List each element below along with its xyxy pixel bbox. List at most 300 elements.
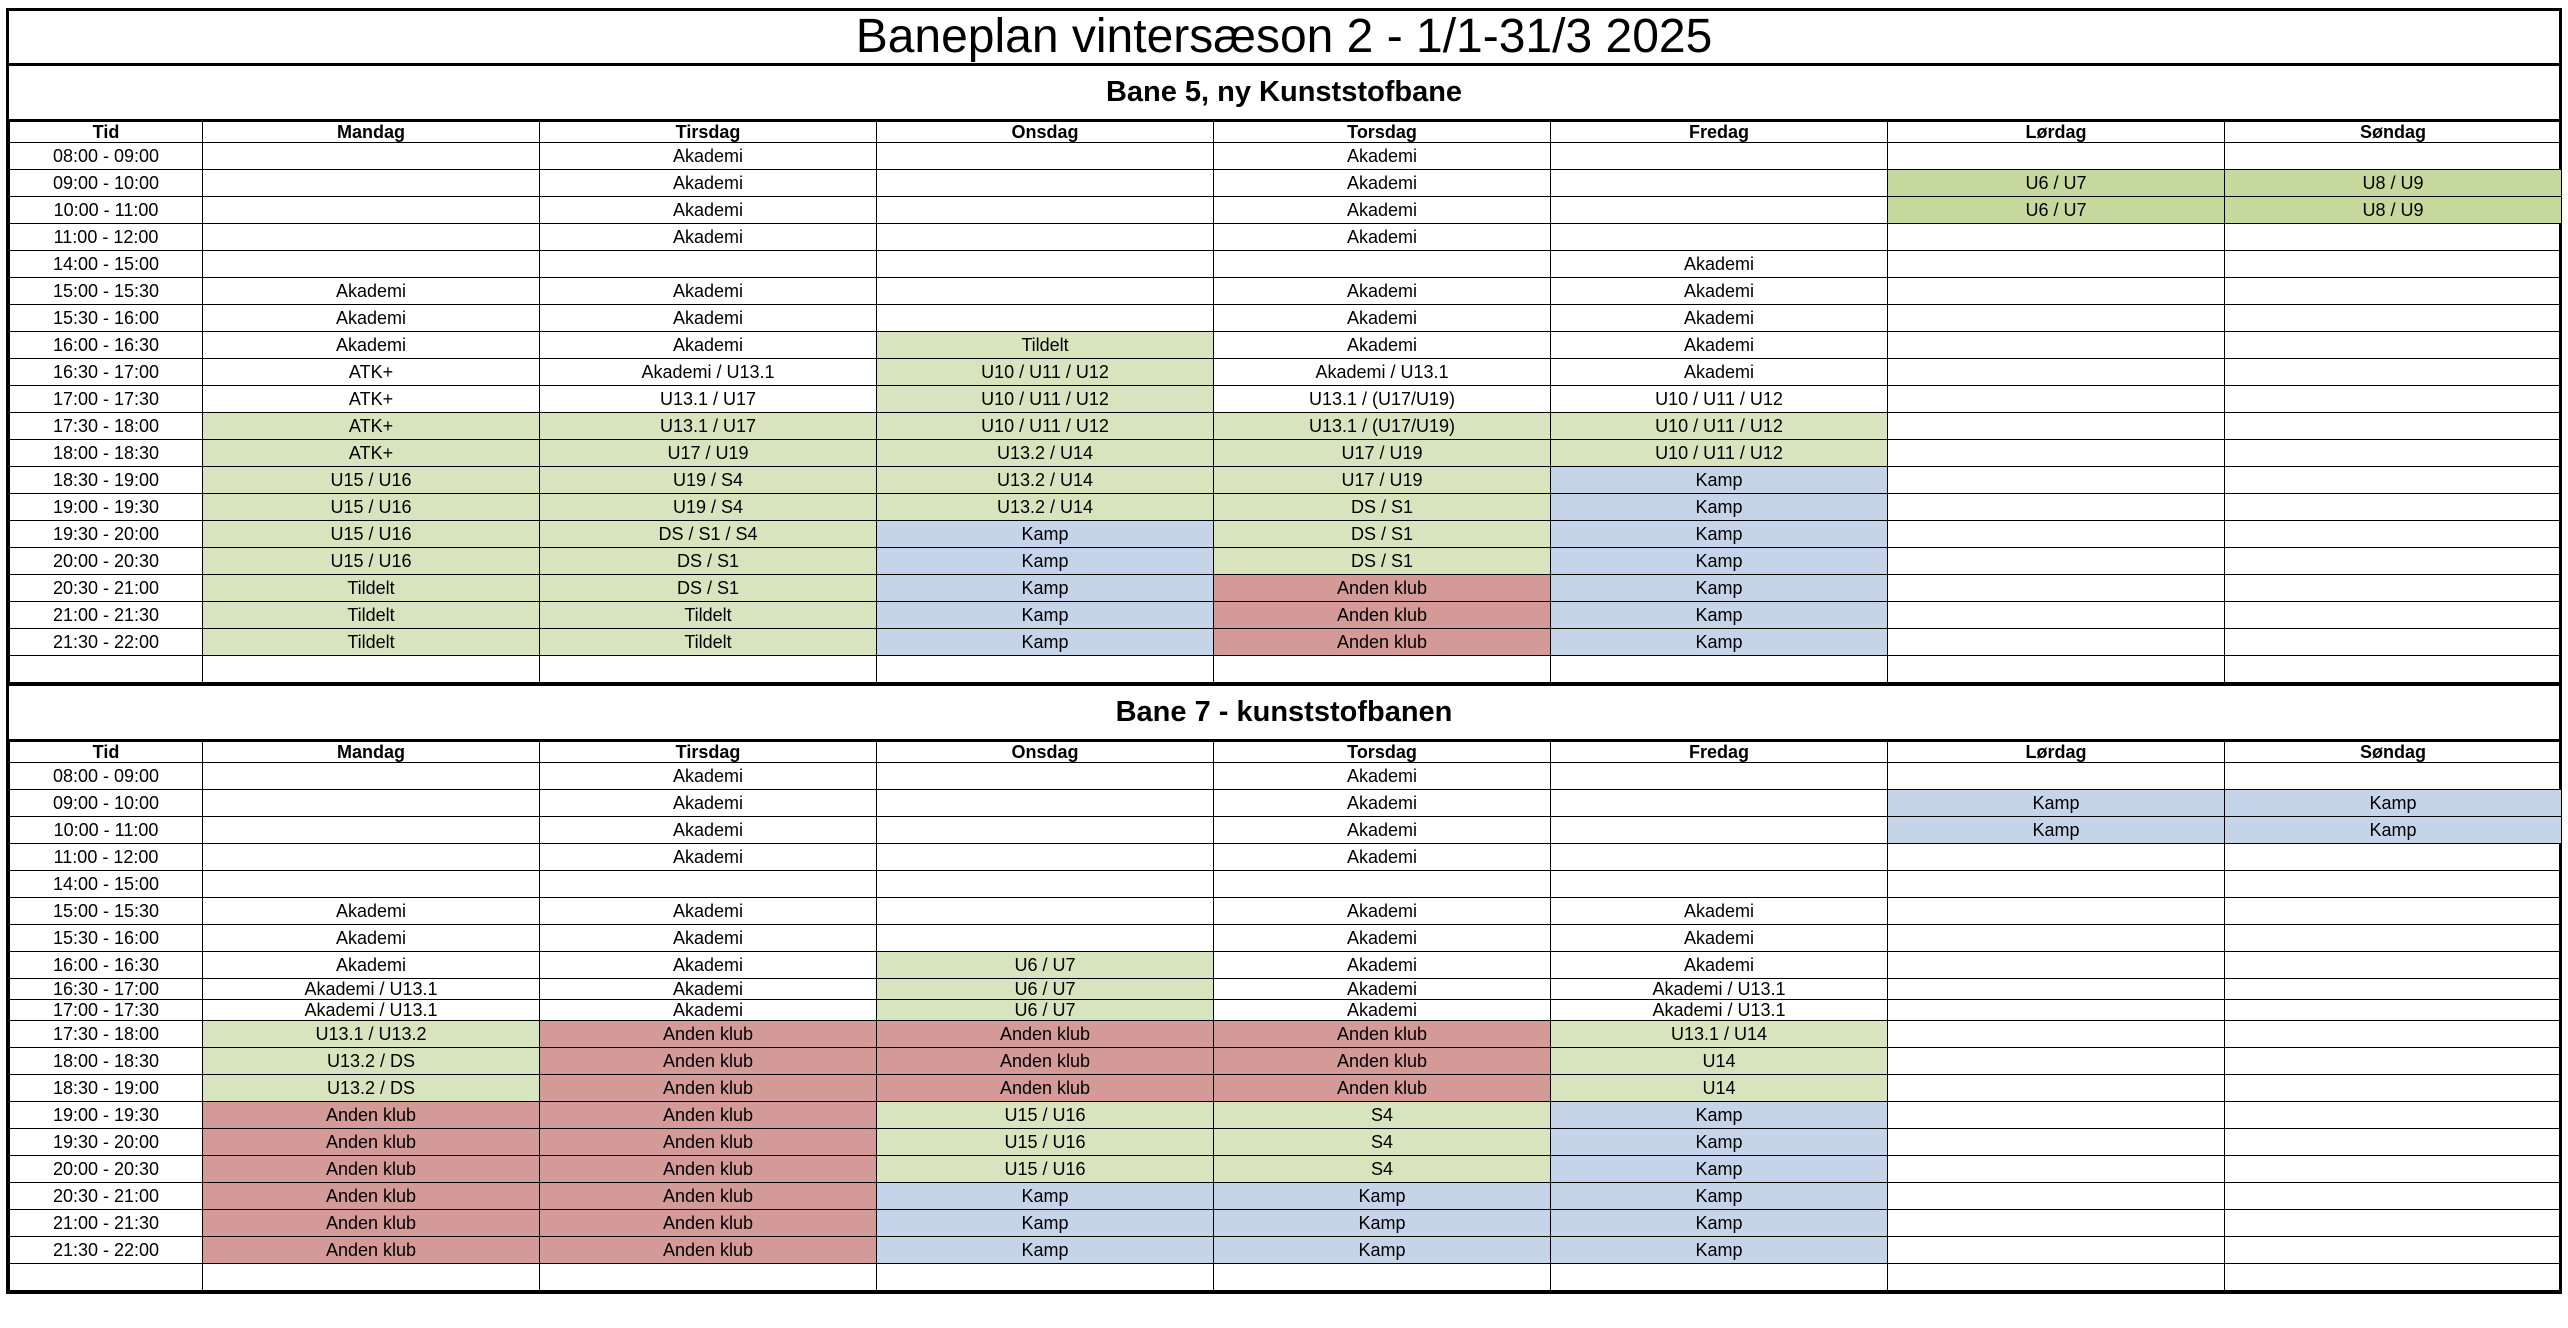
slot-cell-onsdag [877,197,1214,224]
slot-cell-onsdag: Kamp [877,1183,1214,1210]
time-cell: 14:00 - 15:00 [10,251,203,278]
time-cell: 16:30 - 17:00 [10,359,203,386]
slot-cell-tirsdag: U19 / S4 [540,467,877,494]
slot-cell-onsdag: U6 / U7 [877,979,1214,1000]
slot-cell-mandag [203,763,540,790]
table-row [10,494,2562,521]
slot-cell-mandag [203,251,540,278]
slot-cell-tirsdag [540,251,877,278]
column-header-onsdag: Onsdag [877,122,1214,143]
slot-cell-sondag [2225,952,2562,979]
section-bane-5 [9,66,2559,683]
table-row [10,925,2562,952]
slot-cell-fredag: U10 / U11 / U12 [1551,386,1888,413]
slot-cell-mandag: Akademi / U13.1 [203,979,540,1000]
column-header-tid: Tid [10,122,203,143]
slot-cell-sondag [2225,467,2562,494]
slot-cell-onsdag: U6 / U7 [877,1000,1214,1021]
slot-cell-mandag: Akademi [203,898,540,925]
slot-cell-fredag [1551,143,1888,170]
table-row [10,467,2562,494]
time-cell: 19:00 - 19:30 [10,1102,203,1129]
slot-cell-lordag [1888,359,2225,386]
slot-cell-mandag [203,844,540,871]
slot-cell-torsdag: Akademi [1214,817,1551,844]
slot-cell-torsdag: Akademi [1214,305,1551,332]
slot-cell-fredag: Akademi [1551,359,1888,386]
slot-cell-sondag [2225,925,2562,952]
slot-cell-fredag [1551,790,1888,817]
slot-cell-torsdag: Akademi [1214,332,1551,359]
slot-cell-mandag: U15 / U16 [203,548,540,575]
slot-cell-lordag [1888,521,2225,548]
slot-cell-torsdag: S4 [1214,1102,1551,1129]
time-cell: 19:30 - 20:00 [10,521,203,548]
slot-cell-tirsdag: Akademi [540,305,877,332]
slot-cell-sondag [2225,898,2562,925]
slot-cell-sondag [2225,332,2562,359]
slot-cell-tirsdag: Anden klub [540,1075,877,1102]
slot-cell-torsdag: U13.1 / (U17/U19) [1214,386,1551,413]
slot-cell-lordag [1888,305,2225,332]
time-cell: 18:30 - 19:00 [10,467,203,494]
time-cell: 18:00 - 18:30 [10,1048,203,1075]
slot-cell-sondag [2225,656,2562,683]
time-cell [10,1264,203,1291]
header-row [10,742,2562,763]
schedule-table [9,741,2562,1291]
slot-cell-sondag [2225,1237,2562,1264]
slot-cell-lordag [1888,1156,2225,1183]
slot-cell-tirsdag: DS / S1 / S4 [540,521,877,548]
slot-cell-lordag [1888,1000,2225,1021]
slot-cell-lordag [1888,251,2225,278]
slot-cell-mandag: Tildelt [203,602,540,629]
slot-cell-onsdag: U10 / U11 / U12 [877,386,1214,413]
slot-cell-onsdag: U6 / U7 [877,952,1214,979]
slot-cell-onsdag [877,844,1214,871]
slot-cell-mandag: Anden klub [203,1156,540,1183]
slot-cell-tirsdag: Anden klub [540,1210,877,1237]
time-cell [10,656,203,683]
slot-cell-sondag [2225,844,2562,871]
slot-cell-sondag [2225,763,2562,790]
slot-cell-fredag: U14 [1551,1048,1888,1075]
slot-cell-lordag [1888,1210,2225,1237]
slot-cell-tirsdag: Akademi [540,844,877,871]
slot-cell-sondag [2225,1000,2562,1021]
table-row [10,1210,2562,1237]
slot-cell-fredag: U13.1 / U14 [1551,1021,1888,1048]
slot-cell-torsdag: Akademi [1214,898,1551,925]
page-title: Baneplan vintersæson 2 - 1/1-31/3 2025 [9,11,2559,66]
slot-cell-mandag: Akademi [203,278,540,305]
table-row [10,1129,2562,1156]
slot-cell-lordag [1888,1075,2225,1102]
slot-cell-torsdag: Akademi [1214,844,1551,871]
time-cell: 08:00 - 09:00 [10,763,203,790]
slot-cell-tirsdag: Akademi / U13.1 [540,359,877,386]
slot-cell-onsdag [877,898,1214,925]
header-row [10,122,2562,143]
slot-cell-fredag [1551,170,1888,197]
slot-cell-tirsdag: U13.1 / U17 [540,386,877,413]
slot-cell-lordag [1888,952,2225,979]
slot-cell-mandag: ATK+ [203,440,540,467]
slot-cell-torsdag: Akademi [1214,952,1551,979]
column-header-lordag: Lørdag [1888,742,2225,763]
slot-cell-torsdag: S4 [1214,1156,1551,1183]
time-cell: 09:00 - 10:00 [10,170,203,197]
slot-cell-onsdag: Kamp [877,575,1214,602]
column-header-torsdag: Torsdag [1214,742,1551,763]
slot-cell-mandag: U13.1 / U13.2 [203,1021,540,1048]
table-row [10,898,2562,925]
slot-cell-onsdag [877,251,1214,278]
slot-cell-onsdag [877,224,1214,251]
slot-cell-onsdag: Anden klub [877,1048,1214,1075]
slot-cell-lordag: U6 / U7 [1888,197,2225,224]
table-row [10,143,2562,170]
slot-cell-lordag: Kamp [1888,817,2225,844]
table-row [10,1048,2562,1075]
slot-cell-tirsdag [540,1264,877,1291]
slot-cell-onsdag [877,305,1214,332]
slot-cell-lordag [1888,1102,2225,1129]
time-cell: 15:00 - 15:30 [10,278,203,305]
slot-cell-torsdag: Anden klub [1214,1075,1551,1102]
slot-cell-torsdag: Anden klub [1214,575,1551,602]
slot-cell-sondag [2225,575,2562,602]
time-cell: 20:00 - 20:30 [10,548,203,575]
slot-cell-torsdag [1214,251,1551,278]
slot-cell-fredag: Kamp [1551,1129,1888,1156]
slot-cell-tirsdag: U17 / U19 [540,440,877,467]
slot-cell-tirsdag: Akademi [540,224,877,251]
table-row [10,1102,2562,1129]
time-cell: 11:00 - 12:00 [10,844,203,871]
slot-cell-onsdag [877,871,1214,898]
slot-cell-mandag: U15 / U16 [203,467,540,494]
time-cell: 15:30 - 16:00 [10,925,203,952]
slot-cell-onsdag: U15 / U16 [877,1102,1214,1129]
slot-cell-lordag [1888,143,2225,170]
slot-cell-sondag [2225,305,2562,332]
slot-cell-lordag [1888,1264,2225,1291]
slot-cell-fredag: Akademi [1551,332,1888,359]
slot-cell-lordag [1888,656,2225,683]
slot-cell-mandag: ATK+ [203,359,540,386]
slot-cell-torsdag: Akademi / U13.1 [1214,359,1551,386]
column-header-tirsdag: Tirsdag [540,122,877,143]
slot-cell-onsdag [877,278,1214,305]
section-title: Bane 5, ny Kunststofbane [9,66,2559,121]
slot-cell-mandag [203,170,540,197]
slot-cell-torsdag: U13.1 / (U17/U19) [1214,413,1551,440]
table-row [10,359,2562,386]
slot-cell-sondag [2225,979,2562,1000]
table-row [10,278,2562,305]
time-cell: 21:00 - 21:30 [10,602,203,629]
slot-cell-tirsdag: Akademi [540,332,877,359]
slot-cell-sondag [2225,143,2562,170]
time-cell: 17:30 - 18:00 [10,1021,203,1048]
column-header-tirsdag: Tirsdag [540,742,877,763]
slot-cell-torsdag: Akademi [1214,170,1551,197]
slot-cell-sondag [2225,1129,2562,1156]
slot-cell-fredag: Akademi / U13.1 [1551,979,1888,1000]
slot-cell-fredag [1551,197,1888,224]
slot-cell-onsdag: U15 / U16 [877,1129,1214,1156]
schedule-sheet [6,8,2562,1294]
table-row [10,844,2562,871]
slot-cell-mandag: U13.2 / DS [203,1048,540,1075]
time-cell: 15:30 - 16:00 [10,305,203,332]
slot-cell-tirsdag [540,871,877,898]
slot-cell-mandag [203,817,540,844]
slot-cell-onsdag [877,763,1214,790]
sections-container [9,66,2559,1291]
slot-cell-tirsdag: Anden klub [540,1021,877,1048]
time-cell: 15:00 - 15:30 [10,898,203,925]
slot-cell-sondag [2225,1264,2562,1291]
slot-cell-lordag [1888,1021,2225,1048]
table-row [10,575,2562,602]
table-row [10,332,2562,359]
slot-cell-mandag: U13.2 / DS [203,1075,540,1102]
slot-cell-onsdag: Kamp [877,602,1214,629]
slot-cell-onsdag [877,143,1214,170]
section-bane-7 [9,683,2559,1291]
time-cell: 14:00 - 15:00 [10,871,203,898]
slot-cell-sondag [2225,1183,2562,1210]
table-row [10,386,2562,413]
slot-cell-fredag: Kamp [1551,521,1888,548]
slot-cell-mandag: ATK+ [203,413,540,440]
slot-cell-tirsdag [540,656,877,683]
table-row [10,1156,2562,1183]
slot-cell-fredag: U14 [1551,1075,1888,1102]
column-header-mandag: Mandag [203,742,540,763]
slot-cell-tirsdag: Akademi [540,817,877,844]
table-row [10,790,2562,817]
slot-cell-fredag [1551,844,1888,871]
slot-cell-fredag: Akademi [1551,278,1888,305]
slot-cell-tirsdag: Akademi [540,898,877,925]
slot-cell-onsdag: U10 / U11 / U12 [877,359,1214,386]
slot-cell-torsdag: Kamp [1214,1210,1551,1237]
slot-cell-sondag [2225,1102,2562,1129]
slot-cell-sondag [2225,871,2562,898]
slot-cell-lordag [1888,1129,2225,1156]
slot-cell-fredag: Kamp [1551,1237,1888,1264]
slot-cell-lordag [1888,763,2225,790]
slot-cell-sondag [2225,440,2562,467]
table-row [10,1075,2562,1102]
slot-cell-lordag [1888,332,2225,359]
time-cell: 16:30 - 17:00 [10,979,203,1000]
slot-cell-fredag: Kamp [1551,467,1888,494]
slot-cell-sondag: Kamp [2225,817,2562,844]
slot-cell-mandag: Akademi [203,332,540,359]
slot-cell-fredag: Akademi [1551,952,1888,979]
slot-cell-torsdag: Akademi [1214,143,1551,170]
slot-cell-mandag [203,224,540,251]
table-row [10,602,2562,629]
slot-cell-sondag: U8 / U9 [2225,197,2562,224]
slot-cell-onsdag: U13.2 / U14 [877,494,1214,521]
table-row [10,197,2562,224]
slot-cell-torsdag: S4 [1214,1129,1551,1156]
slot-cell-torsdag: Akademi [1214,925,1551,952]
slot-cell-torsdag: DS / S1 [1214,521,1551,548]
slot-cell-sondag [2225,386,2562,413]
table-row [10,1237,2562,1264]
slot-cell-fredag: Kamp [1551,1102,1888,1129]
slot-cell-lordag [1888,440,2225,467]
slot-cell-sondag [2225,602,2562,629]
slot-cell-torsdag: DS / S1 [1214,548,1551,575]
slot-cell-tirsdag: Akademi [540,925,877,952]
slot-cell-tirsdag: Tildelt [540,629,877,656]
slot-cell-mandag: Akademi [203,952,540,979]
slot-cell-onsdag: Anden klub [877,1021,1214,1048]
table-row [10,1021,2562,1048]
slot-cell-mandag: Akademi / U13.1 [203,1000,540,1021]
table-row [10,413,2562,440]
slot-cell-onsdag [877,790,1214,817]
slot-cell-onsdag [877,170,1214,197]
slot-cell-tirsdag: Akademi [540,170,877,197]
slot-cell-sondag: Kamp [2225,790,2562,817]
slot-cell-fredag: Kamp [1551,1156,1888,1183]
slot-cell-tirsdag: Akademi [540,790,877,817]
slot-cell-sondag [2225,1075,2562,1102]
slot-cell-sondag [2225,224,2562,251]
slot-cell-lordag [1888,386,2225,413]
slot-cell-onsdag [877,656,1214,683]
slot-cell-onsdag: Kamp [877,1210,1214,1237]
slot-cell-sondag: U8 / U9 [2225,170,2562,197]
slot-cell-onsdag [877,925,1214,952]
slot-cell-fredag [1551,1264,1888,1291]
table-row [10,656,2562,683]
slot-cell-fredag [1551,763,1888,790]
slot-cell-tirsdag: Anden klub [540,1183,877,1210]
column-header-fredag: Fredag [1551,742,1888,763]
slot-cell-onsdag [877,1264,1214,1291]
slot-cell-lordag [1888,575,2225,602]
slot-cell-onsdag: Kamp [877,1237,1214,1264]
slot-cell-torsdag [1214,656,1551,683]
slot-cell-sondag [2225,1021,2562,1048]
slot-cell-torsdag: Akademi [1214,763,1551,790]
time-cell: 20:30 - 21:00 [10,1183,203,1210]
slot-cell-onsdag: Tildelt [877,332,1214,359]
slot-cell-onsdag: Kamp [877,521,1214,548]
slot-cell-fredag: Akademi [1551,305,1888,332]
slot-cell-fredag: Kamp [1551,1210,1888,1237]
slot-cell-mandag [203,1264,540,1291]
slot-cell-fredag: Kamp [1551,548,1888,575]
table-row [10,1183,2562,1210]
table-row [10,1264,2562,1291]
slot-cell-fredag [1551,224,1888,251]
slot-cell-onsdag [877,817,1214,844]
slot-cell-lordag [1888,871,2225,898]
column-header-sondag: Søndag [2225,122,2562,143]
table-row [10,1000,2562,1021]
slot-cell-fredag: Akademi [1551,898,1888,925]
slot-cell-lordag [1888,1048,2225,1075]
table-row [10,763,2562,790]
slot-cell-sondag [2225,521,2562,548]
slot-cell-lordag [1888,413,2225,440]
slot-cell-lordag [1888,224,2225,251]
slot-cell-mandag: U15 / U16 [203,521,540,548]
slot-cell-tirsdag: Akademi [540,1000,877,1021]
slot-cell-torsdag: Akademi [1214,197,1551,224]
slot-cell-lordag [1888,925,2225,952]
slot-cell-onsdag: U13.2 / U14 [877,467,1214,494]
slot-cell-sondag [2225,494,2562,521]
column-header-fredag: Fredag [1551,122,1888,143]
slot-cell-lordag [1888,602,2225,629]
slot-cell-lordag [1888,1183,2225,1210]
time-cell: 17:00 - 17:30 [10,386,203,413]
slot-cell-fredag: U10 / U11 / U12 [1551,440,1888,467]
slot-cell-torsdag: Kamp [1214,1183,1551,1210]
slot-cell-lordag [1888,278,2225,305]
time-cell: 17:00 - 17:30 [10,1000,203,1021]
slot-cell-sondag [2225,548,2562,575]
slot-cell-mandag [203,871,540,898]
slot-cell-fredag: Akademi / U13.1 [1551,1000,1888,1021]
table-row [10,305,2562,332]
slot-cell-fredag: Kamp [1551,602,1888,629]
slot-cell-onsdag: U13.2 / U14 [877,440,1214,467]
slot-cell-torsdag: Akademi [1214,278,1551,305]
slot-cell-mandag: Anden klub [203,1129,540,1156]
slot-cell-fredag [1551,871,1888,898]
slot-cell-onsdag: U15 / U16 [877,1156,1214,1183]
column-header-lordag: Lørdag [1888,122,2225,143]
table-row [10,871,2562,898]
slot-cell-mandag: Anden klub [203,1102,540,1129]
slot-cell-lordag: Kamp [1888,790,2225,817]
slot-cell-fredag: Kamp [1551,1183,1888,1210]
slot-cell-torsdag: Kamp [1214,1237,1551,1264]
slot-cell-sondag [2225,1210,2562,1237]
slot-cell-tirsdag: Anden klub [540,1129,877,1156]
slot-cell-torsdag: U17 / U19 [1214,467,1551,494]
column-header-sondag: Søndag [2225,742,2562,763]
slot-cell-sondag [2225,413,2562,440]
slot-cell-fredag: Akademi [1551,925,1888,952]
slot-cell-fredag: Kamp [1551,629,1888,656]
slot-cell-onsdag: Kamp [877,629,1214,656]
time-cell: 16:00 - 16:30 [10,952,203,979]
slot-cell-sondag [2225,629,2562,656]
slot-cell-sondag [2225,359,2562,386]
slot-cell-tirsdag: Tildelt [540,602,877,629]
table-row [10,521,2562,548]
slot-cell-lordag [1888,1237,2225,1264]
slot-cell-mandag: Tildelt [203,575,540,602]
time-cell: 10:00 - 11:00 [10,817,203,844]
slot-cell-mandag: ATK+ [203,386,540,413]
slot-cell-fredag: U10 / U11 / U12 [1551,413,1888,440]
